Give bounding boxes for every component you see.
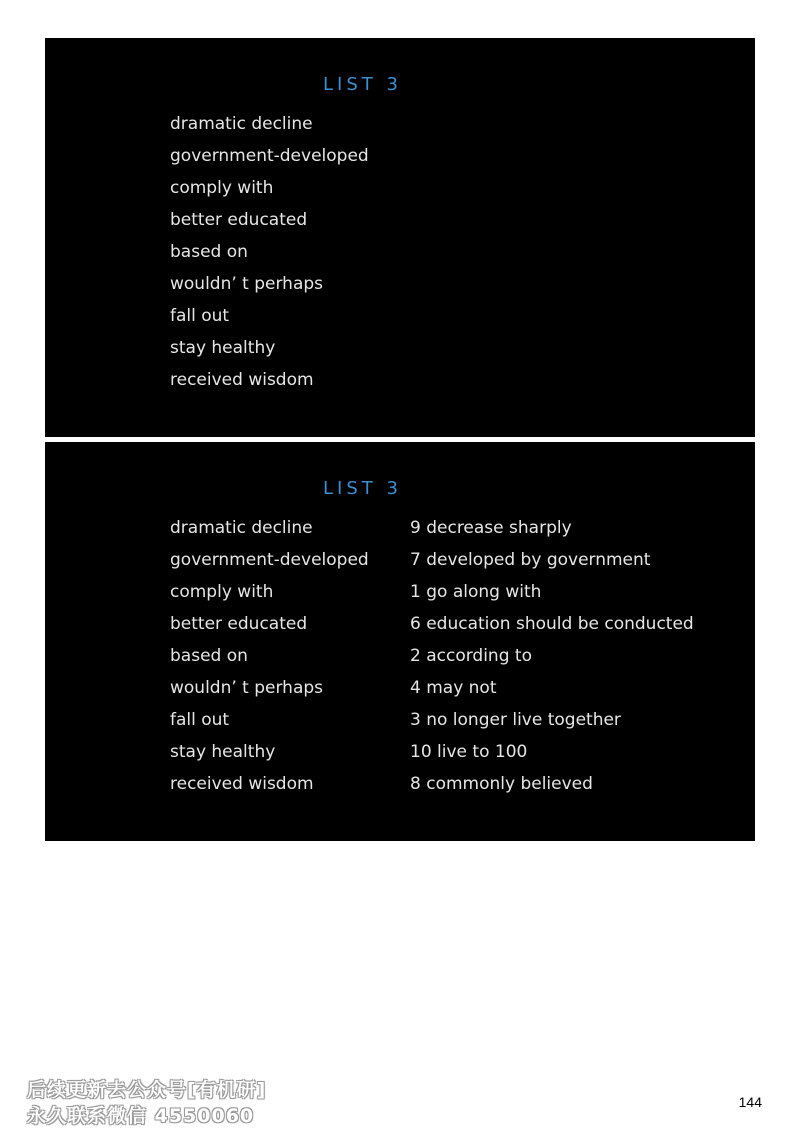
- slide-list3-terms: [45, 38, 755, 437]
- term-item: government-developed: [170, 146, 369, 166]
- term-item: dramatic decline: [170, 518, 313, 538]
- term-item: received wisdom: [170, 370, 314, 390]
- slide-title: LIST 3: [323, 478, 402, 499]
- term-item: dramatic decline: [170, 114, 313, 134]
- term-item: government-developed: [170, 550, 369, 570]
- term-item: comply with: [170, 178, 274, 198]
- term-item: received wisdom: [170, 774, 314, 794]
- answer-item: 4 may not: [410, 678, 497, 698]
- slide-list3-answers: [45, 442, 755, 841]
- term-item: better educated: [170, 210, 308, 230]
- answer-item: 1 go along with: [410, 582, 542, 602]
- watermark: [27, 1077, 266, 1129]
- watermark-line: 后续更新去公众号[有机研]: [27, 1079, 267, 1101]
- term-item: fall out: [170, 710, 230, 730]
- answer-item: 2 according to: [410, 646, 532, 666]
- answer-item: 10 live to 100: [410, 742, 528, 762]
- answer-item: 8 commonly believed: [410, 774, 593, 794]
- term-item: based on: [170, 646, 248, 666]
- term-item: based on: [170, 242, 248, 262]
- answer-item: 9 decrease sharply: [410, 518, 572, 538]
- term-item: wouldn’ t perhaps: [170, 678, 324, 698]
- watermark-line: 永久联系微信 4550060: [27, 1105, 255, 1127]
- answer-item: 7 developed by government: [410, 550, 651, 570]
- term-item: better educated: [170, 614, 308, 634]
- term-item: stay healthy: [170, 338, 276, 358]
- slide-title: LIST 3: [323, 74, 402, 95]
- terms-list: [170, 108, 369, 396]
- answer-item: 6 education should be conducted: [410, 614, 694, 634]
- answers-list: [410, 512, 694, 800]
- term-item: stay healthy: [170, 742, 276, 762]
- term-item: fall out: [170, 306, 230, 326]
- answer-item: 3 no longer live together: [410, 710, 621, 730]
- term-item: wouldn’ t perhaps: [170, 274, 324, 294]
- page-number: 144: [738, 1094, 762, 1110]
- term-item: comply with: [170, 582, 274, 602]
- terms-list: [170, 512, 369, 800]
